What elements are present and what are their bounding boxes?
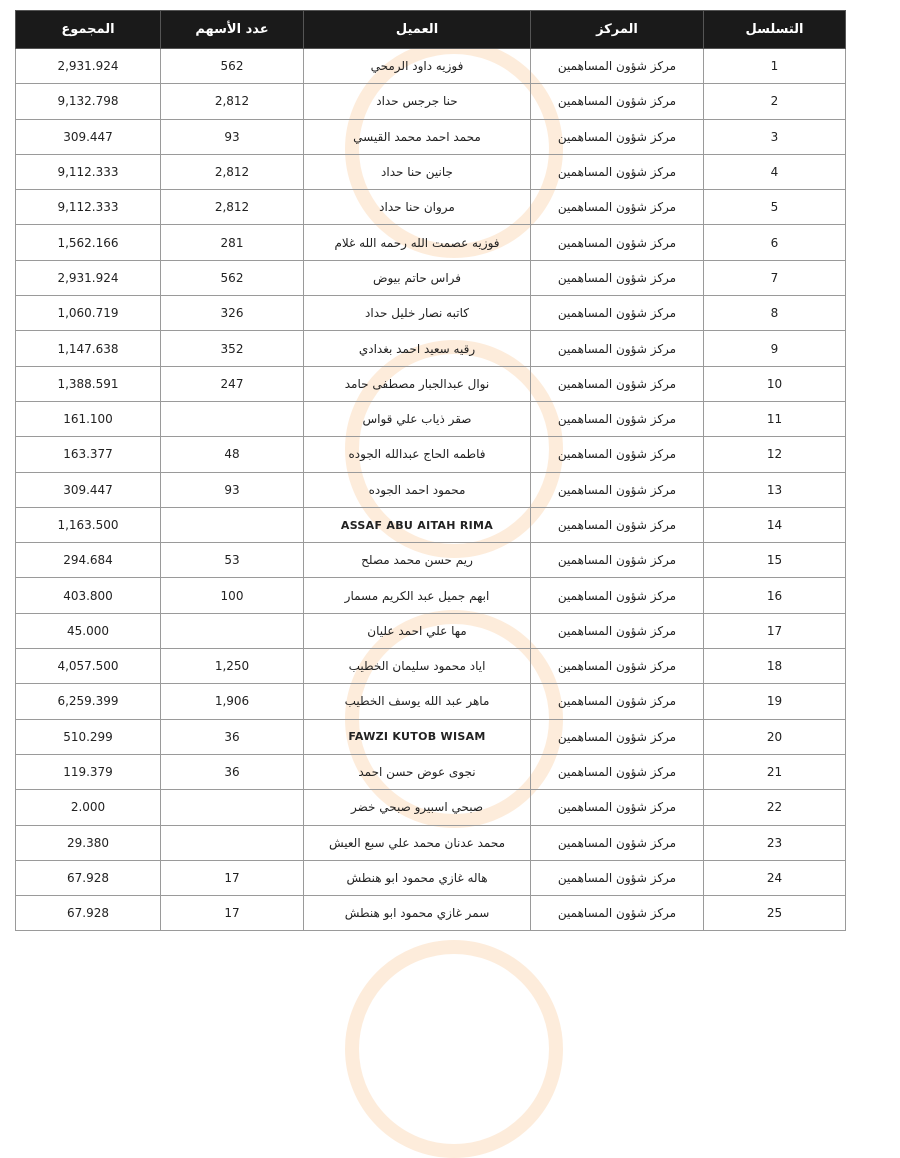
table-row	[16, 225, 846, 260]
cell-center: مركز شؤون المساهمين	[531, 790, 704, 825]
cell-total: 1,060.719	[16, 296, 161, 331]
cell-center: مركز شؤون المساهمين	[531, 401, 704, 436]
cell-shares	[161, 401, 304, 436]
cell-client: ابهم جميل عبد الكريم مسمار	[304, 578, 531, 613]
cell-total: 1,562.166	[16, 225, 161, 260]
cell-center: مركز شؤون المساهمين	[531, 472, 704, 507]
cell-center: مركز شؤون المساهمين	[531, 260, 704, 295]
cell-seq: 23	[704, 825, 846, 860]
table-row	[16, 790, 846, 825]
cell-total: 309.447	[16, 472, 161, 507]
cell-total: 2,931.924	[16, 260, 161, 295]
cell-seq: 14	[704, 507, 846, 542]
cell-total: 29.380	[16, 825, 161, 860]
cell-seq: 11	[704, 401, 846, 436]
header-center: المركز	[531, 11, 704, 49]
cell-shares: 1,906	[161, 684, 304, 719]
cell-center: مركز شؤون المساهمين	[531, 331, 704, 366]
cell-seq: 13	[704, 472, 846, 507]
cell-center: مركز شؤون المساهمين	[531, 49, 704, 84]
cell-seq: 21	[704, 754, 846, 789]
cell-client: صقر ذياب علي قواس	[304, 401, 531, 436]
cell-shares: 2,812	[161, 190, 304, 225]
cell-center: مركز شؤون المساهمين	[531, 507, 704, 542]
cell-client: فاطمه الحاج عبدالله الجوده	[304, 437, 531, 472]
cell-shares	[161, 790, 304, 825]
cell-total: 2.000	[16, 790, 161, 825]
table-row	[16, 472, 846, 507]
cell-shares: 326	[161, 296, 304, 331]
table-row	[16, 331, 846, 366]
cell-client: فوزيه عصمت الله رحمه الله غلام	[304, 225, 531, 260]
cell-center: مركز شؤون المساهمين	[531, 225, 704, 260]
cell-client: هاله غازي محمود ابو هنطش	[304, 860, 531, 895]
cell-center: مركز شؤون المساهمين	[531, 613, 704, 648]
cell-center: مركز شؤون المساهمين	[531, 578, 704, 613]
cell-total: 6,259.399	[16, 684, 161, 719]
cell-total: 161.100	[16, 401, 161, 436]
cell-client: كاتبه نصار خليل حداد	[304, 296, 531, 331]
table-header-row	[16, 11, 846, 49]
cell-total: 403.800	[16, 578, 161, 613]
cell-client: سمر غازي محمود ابو هنطش	[304, 896, 531, 931]
cell-center: مركز شؤون المساهمين	[531, 296, 704, 331]
cell-shares: 17	[161, 896, 304, 931]
table-row	[16, 754, 846, 789]
cell-center: مركز شؤون المساهمين	[531, 825, 704, 860]
table-row	[16, 49, 846, 84]
cell-seq: 4	[704, 154, 846, 189]
cell-client: مروان حنا حداد	[304, 190, 531, 225]
table-row	[16, 684, 846, 719]
cell-client: ريم حسن محمد مصلح	[304, 543, 531, 578]
cell-center: مركز شؤون المساهمين	[531, 684, 704, 719]
cell-seq: 7	[704, 260, 846, 295]
cell-seq: 1	[704, 49, 846, 84]
cell-client: حنا جرجس حداد	[304, 84, 531, 119]
cell-shares: 36	[161, 719, 304, 754]
cell-shares: 93	[161, 472, 304, 507]
cell-seq: 2	[704, 84, 846, 119]
cell-client: محمد احمد محمد القيسي	[304, 119, 531, 154]
cell-total: 67.928	[16, 896, 161, 931]
table-row	[16, 84, 846, 119]
cell-shares	[161, 507, 304, 542]
cell-total: 9,112.333	[16, 154, 161, 189]
cell-total: 1,163.500	[16, 507, 161, 542]
cell-shares: 281	[161, 225, 304, 260]
shareholders-table	[15, 10, 846, 931]
cell-center: مركز شؤون المساهمين	[531, 719, 704, 754]
cell-seq: 25	[704, 896, 846, 931]
cell-shares: 93	[161, 119, 304, 154]
cell-shares: 100	[161, 578, 304, 613]
table-row	[16, 896, 846, 931]
table-row	[16, 613, 846, 648]
cell-shares: 48	[161, 437, 304, 472]
cell-seq: 24	[704, 860, 846, 895]
cell-client: محمد عدنان محمد علي سبع العيش	[304, 825, 531, 860]
cell-shares: 562	[161, 260, 304, 295]
table-row	[16, 260, 846, 295]
cell-total: 2,931.924	[16, 49, 161, 84]
cell-center: مركز شؤون المساهمين	[531, 190, 704, 225]
cell-center: مركز شؤون المساهمين	[531, 649, 704, 684]
cell-center: مركز شؤون المساهمين	[531, 896, 704, 931]
cell-seq: 8	[704, 296, 846, 331]
cell-seq: 6	[704, 225, 846, 260]
cell-shares	[161, 613, 304, 648]
cell-total: 510.299	[16, 719, 161, 754]
table-row	[16, 119, 846, 154]
cell-center: مركز شؤون المساهمين	[531, 119, 704, 154]
cell-total: 163.377	[16, 437, 161, 472]
cell-center: مركز شؤون المساهمين	[531, 154, 704, 189]
table-row	[16, 296, 846, 331]
watermark-clock-logo	[345, 940, 563, 1158]
cell-client: صبحي اسبيرو صبحي خضر	[304, 790, 531, 825]
cell-center: مركز شؤون المساهمين	[531, 860, 704, 895]
cell-shares: 352	[161, 331, 304, 366]
cell-seq: 18	[704, 649, 846, 684]
cell-seq: 10	[704, 366, 846, 401]
cell-seq: 17	[704, 613, 846, 648]
cell-shares: 17	[161, 860, 304, 895]
table-row	[16, 578, 846, 613]
cell-total: 1,388.591	[16, 366, 161, 401]
cell-shares: 53	[161, 543, 304, 578]
cell-client: مها علي احمد عليان	[304, 613, 531, 648]
cell-center: مركز شؤون المساهمين	[531, 84, 704, 119]
cell-shares: 36	[161, 754, 304, 789]
table-row	[16, 825, 846, 860]
cell-total: 45.000	[16, 613, 161, 648]
table-row	[16, 401, 846, 436]
cell-seq: 16	[704, 578, 846, 613]
cell-shares: 1,250	[161, 649, 304, 684]
cell-shares: 2,812	[161, 154, 304, 189]
cell-total: 9,132.798	[16, 84, 161, 119]
table-row	[16, 437, 846, 472]
cell-seq: 9	[704, 331, 846, 366]
header-shares: عدد الأسهم	[161, 11, 304, 49]
cell-center: مركز شؤون المساهمين	[531, 754, 704, 789]
cell-client: ماهر عبد الله يوسف الخطيب	[304, 684, 531, 719]
cell-shares	[161, 825, 304, 860]
cell-seq: 15	[704, 543, 846, 578]
cell-seq: 20	[704, 719, 846, 754]
table-row	[16, 719, 846, 754]
cell-client: جانين حنا حداد	[304, 154, 531, 189]
cell-total: 294.684	[16, 543, 161, 578]
cell-seq: 3	[704, 119, 846, 154]
header-client: العميل	[304, 11, 531, 49]
cell-shares: 2,812	[161, 84, 304, 119]
cell-seq: 19	[704, 684, 846, 719]
cell-shares: 562	[161, 49, 304, 84]
table-row	[16, 366, 846, 401]
cell-total: 9,112.333	[16, 190, 161, 225]
cell-client: محمود احمد الجوده	[304, 472, 531, 507]
cell-center: مركز شؤون المساهمين	[531, 366, 704, 401]
table-row	[16, 543, 846, 578]
cell-client: FAWZI KUTOB WISAM	[304, 719, 531, 754]
header-total: المجموع	[16, 11, 161, 49]
cell-shares: 247	[161, 366, 304, 401]
cell-client: فراس حاتم بيوض	[304, 260, 531, 295]
table-row	[16, 190, 846, 225]
cell-client: نجوى عوض حسن احمد	[304, 754, 531, 789]
cell-total: 67.928	[16, 860, 161, 895]
cell-seq: 22	[704, 790, 846, 825]
cell-client: نوال عبدالجبار مصطفى حامد	[304, 366, 531, 401]
cell-seq: 12	[704, 437, 846, 472]
table-row	[16, 154, 846, 189]
header-seq: التسلسل	[704, 11, 846, 49]
cell-client: فوزيه داود الرمحي	[304, 49, 531, 84]
cell-center: مركز شؤون المساهمين	[531, 543, 704, 578]
cell-client: ASSAF ABU AITAH RIMA	[304, 507, 531, 542]
cell-seq: 5	[704, 190, 846, 225]
table-row	[16, 649, 846, 684]
cell-total: 119.379	[16, 754, 161, 789]
cell-center: مركز شؤون المساهمين	[531, 437, 704, 472]
cell-client: اياد محمود سليمان الخطيب	[304, 649, 531, 684]
cell-total: 1,147.638	[16, 331, 161, 366]
cell-total: 309.447	[16, 119, 161, 154]
cell-total: 4,057.500	[16, 649, 161, 684]
table-row	[16, 860, 846, 895]
table-row	[16, 507, 846, 542]
cell-client: رقيه سعيد احمد بغدادي	[304, 331, 531, 366]
